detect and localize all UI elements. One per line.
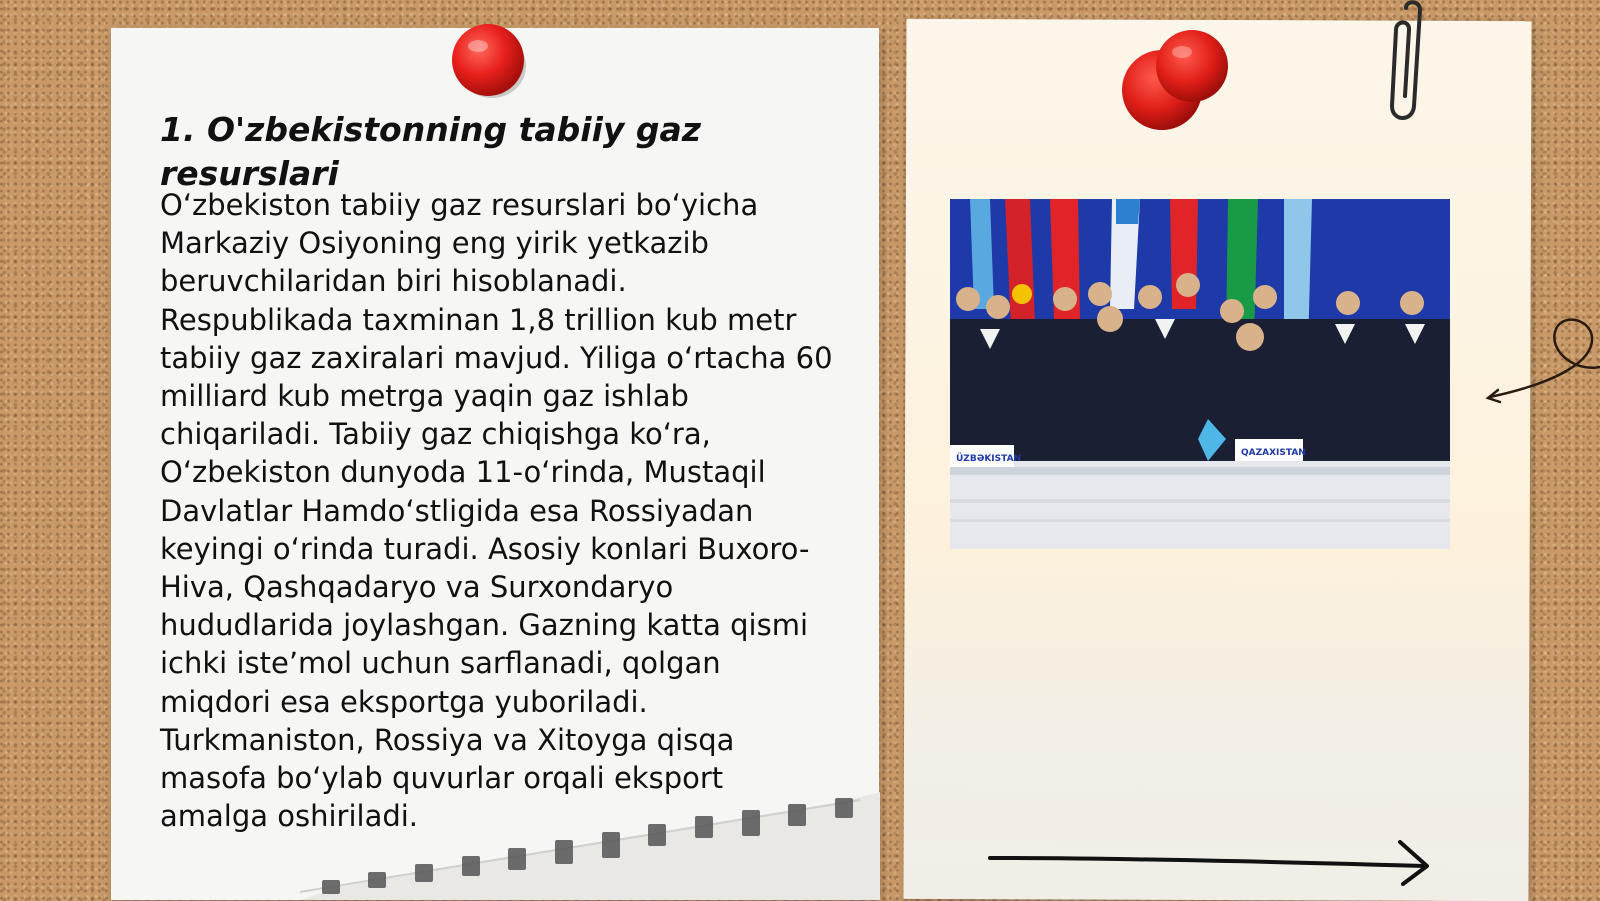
placard-uzbekistan: ÜZBƏKISTAN bbox=[956, 454, 1022, 464]
curly-arrow-icon bbox=[1480, 312, 1600, 412]
push-pin-icon bbox=[450, 20, 530, 102]
paper-clip-icon bbox=[1376, 0, 1426, 125]
signing-ceremony-photo bbox=[950, 199, 1450, 549]
arrow-right-icon bbox=[985, 836, 1445, 886]
body-paragraph: O‘zbekiston tabiiy gaz resurslari bo‘yicha Markaziy Osiyoning eng yirik yetkazib beruvchilaridan biri hisoblanadi. Respublikada taxminan 1,8 trillion kub metr tabiiy gaz zaxiralari mavjud. Yiliga o‘rtacha 60 milliard kub metrga yaqin gaz ishlab chiqariladi. Tabiiy gaz chiqishga ko‘ra, O‘zbekiston dunyoda 11-o‘rinda, Mustaqil Davlatlar Hamdo‘stligida esa Rossiyadan keyingi o‘rinda turadi. Asosiy konlari Buxoro- Hiva, Qashqadaryo va Surxondaryo hududlarida joylashgan. Gazning katta qismi ichki iste’mol uchun sarflanadi, qolgan miqdori esa eksportga yuboriladi. Turkmaniston, Rossiya va Xitoyga qisqa masofa bo‘ylab quvurlar orqali eksport amalga oshiriladi. bbox=[160, 188, 833, 834]
push-pin-icon bbox=[1120, 30, 1230, 134]
placard-qazaxistan: QAZAXISTAN bbox=[1241, 448, 1306, 458]
photo-illustration bbox=[950, 199, 1450, 549]
section-heading: 1. O'zbekistonning tabiiy gaz resurslari bbox=[160, 110, 701, 193]
